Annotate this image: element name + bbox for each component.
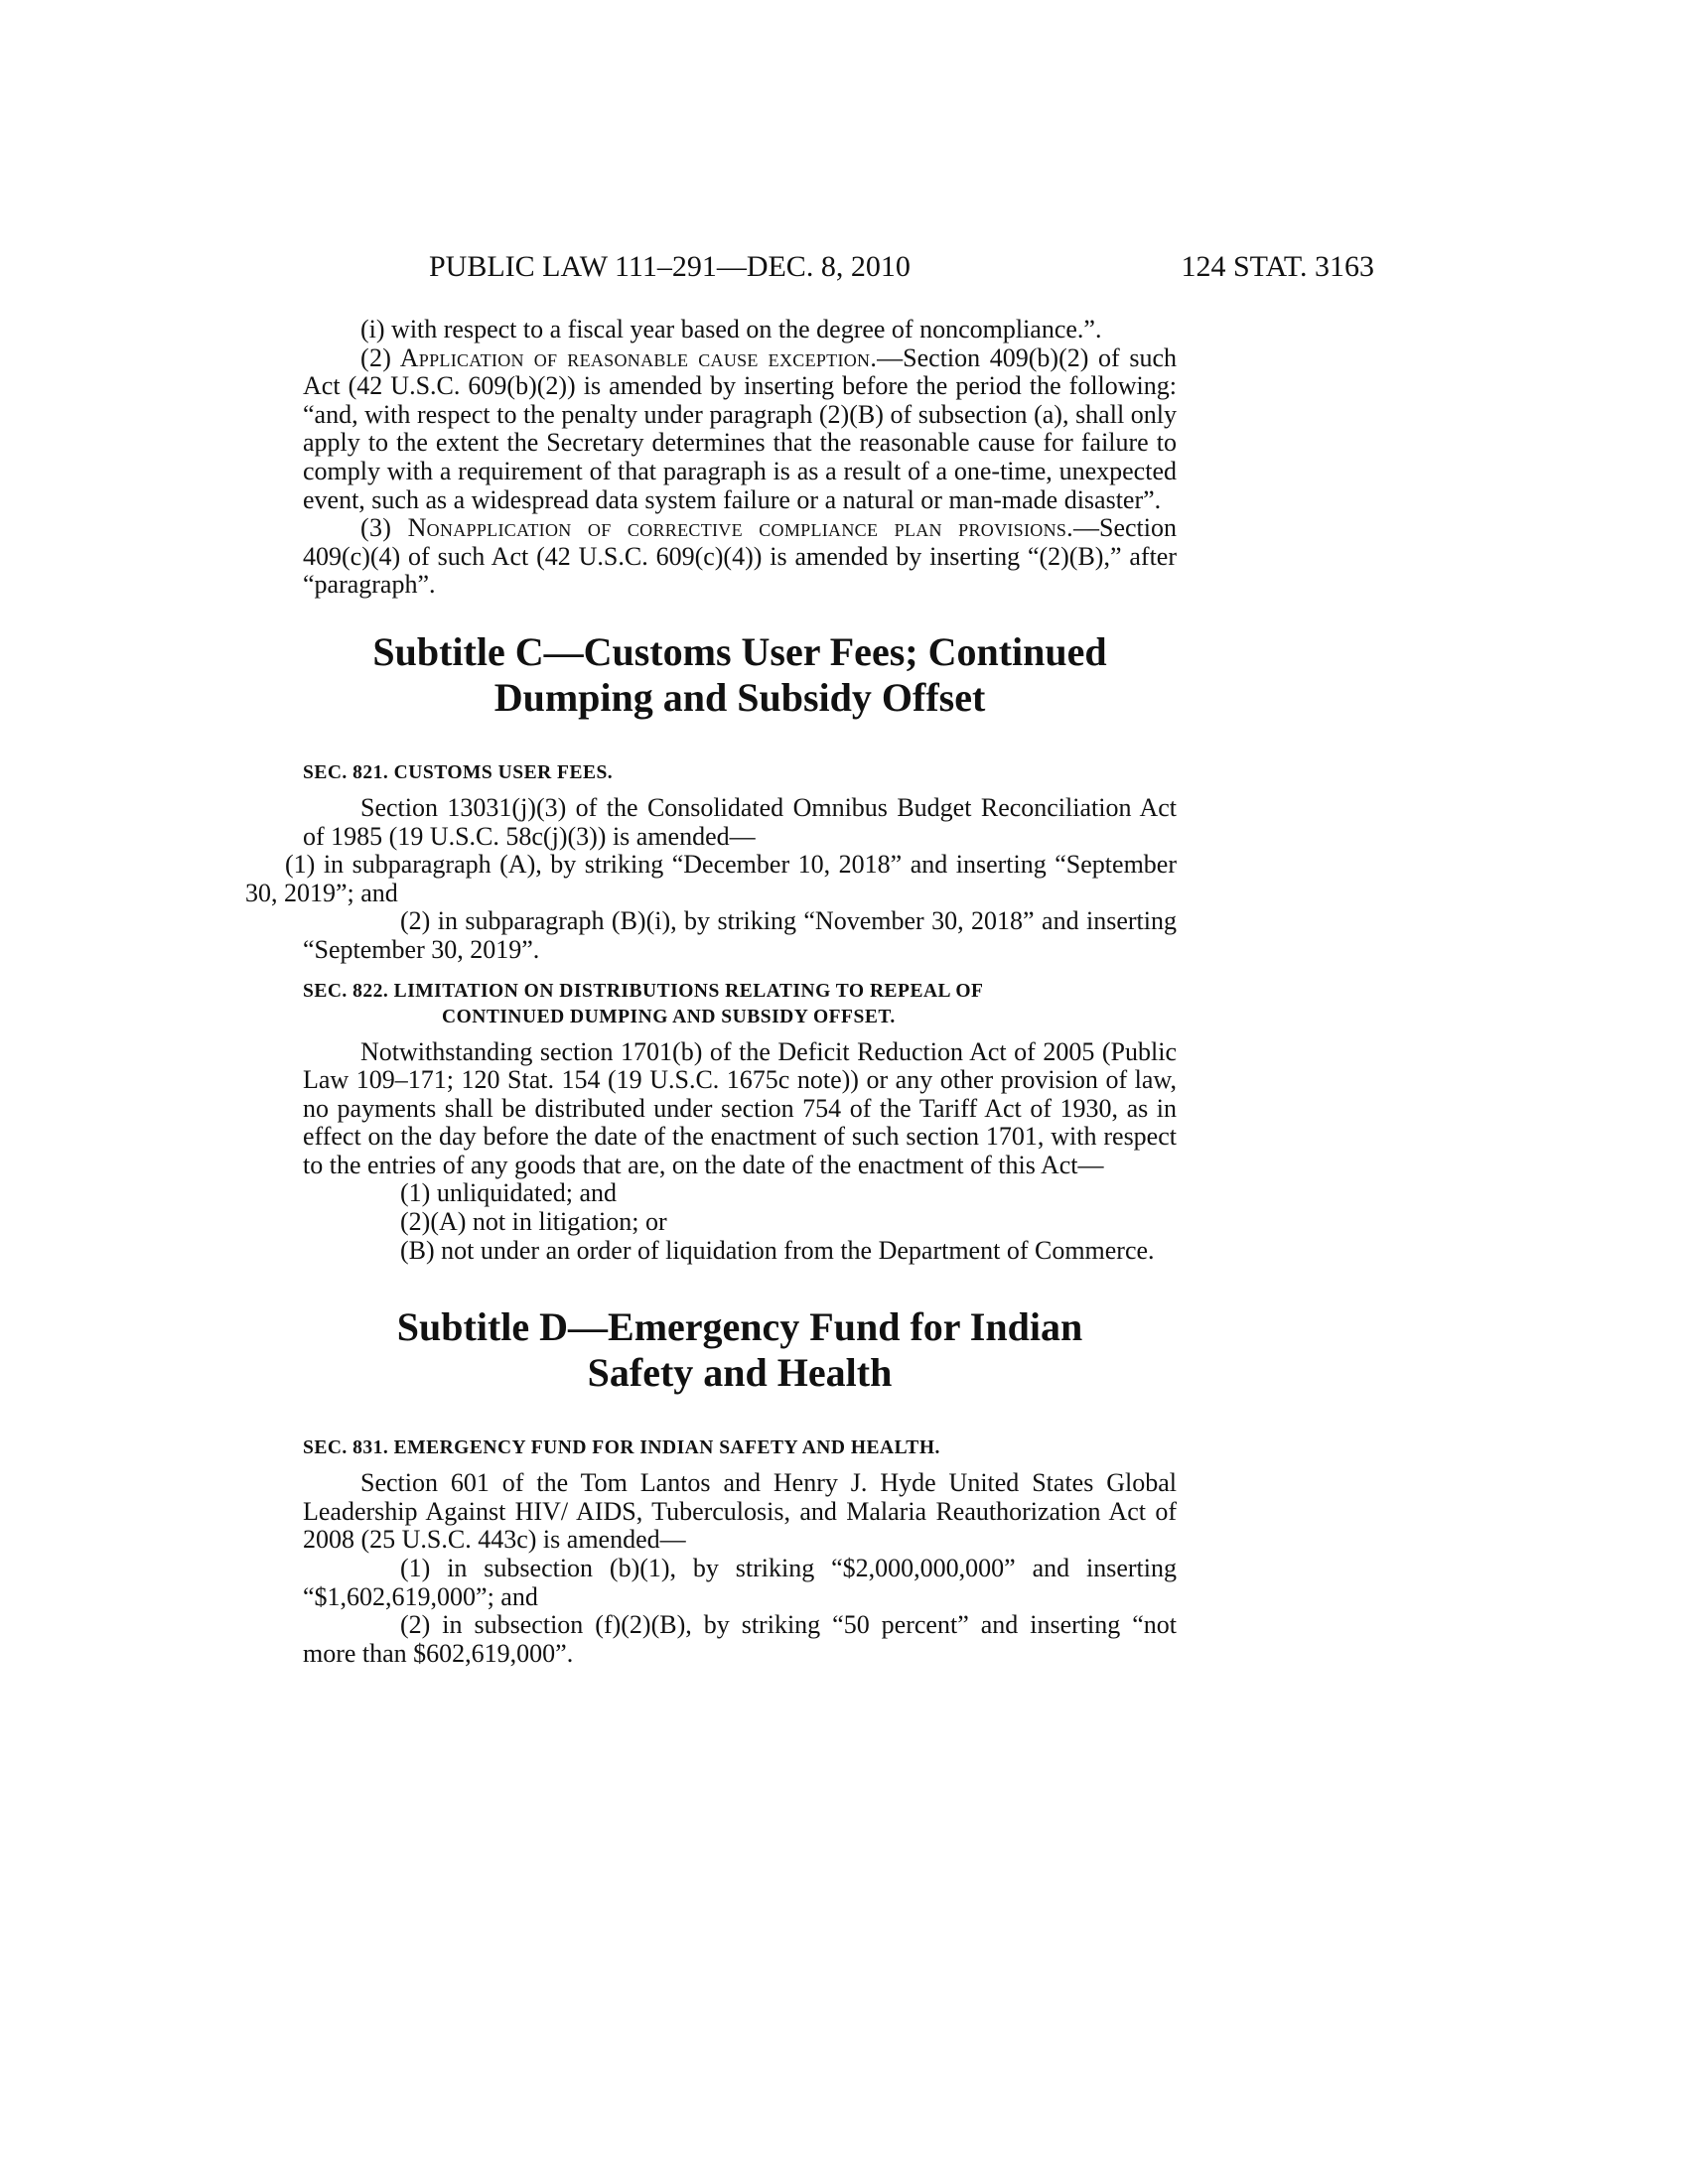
sec-822-item3: (B) not under an order of liquidation from the Department of Commerce. (400, 1235, 1155, 1265)
paragraph-2 (303, 344, 1177, 515)
subtitle-c-line1: Subtitle C—Customs User Fees; Continued (372, 628, 1107, 674)
sec-821-item1: (1) in subparagraph (A), by striking “December 10, 2018” and inserting “September 30, 2019”; and (245, 850, 1177, 907)
sec-821-heading: SEC. 821. CUSTOMS USER FEES. (303, 761, 614, 783)
subtitle-c (303, 629, 1177, 721)
sec-822-heading-line1: SEC. 822. LIMITATION ON DISTRIBUTIONS RELATING TO REPEAL OF (303, 980, 984, 1002)
sec-821-intro: Section 13031(j)(3) of the Consolidated Omnibus Budget Reconciliation Act of 1985 (19 U.S.C. 58c(j)(3)) is amended— (303, 792, 1177, 851)
page-header (0, 250, 1688, 290)
paragraph-2-text: —Section 409(b)(2) of such Act (42 U.S.C. 609(b)(2)) is amended by inserting before the period the following: “and, with respect to the penalty under paragraph (2)(B) of subsection (a), shall only apply to the extent the Secretary determines that the reasonable cause for failure to comply with a requirement of that paragraph is as a result of a one-time, unexpected event, such as a widespread data system failure or a natural or man-made disaster”. (303, 342, 1177, 514)
subtitle-d-line2: Safety and Health (587, 1350, 893, 1396)
subtitle-c-line2: Dumping and Subsidy Offset (493, 674, 986, 720)
page-body (245, 315, 1177, 1668)
sec-822-heading (303, 979, 1177, 1030)
paragraph-2-heading: (2) Application of reasonable cause exception. (360, 342, 878, 372)
sec-831-heading: SEC. 831. EMERGENCY FUND FOR INDIAN SAFETY AND HEALTH. (303, 1437, 940, 1459)
sec-822-intro: Notwithstanding section 1701(b) of the Deficit Reduction Act of 2005 (Public Law 109–171; 120 Stat. 154 (19 U.S.C. 1675c note)) or any other provision of law, no payments shall be distributed under section 754 of the Tariff Act of 1930, as in effect on the day before the date of the enactment of such section 1701, with respect to the entries of any goods that are, on the date of the enactment of this Act— (303, 1036, 1177, 1179)
paragraph-3 (303, 514, 1177, 600)
running-head: PUBLIC LAW 111–291—DEC. 8, 2010 (429, 250, 911, 283)
sec-831-intro: Section 601 of the Tom Lantos and Henry J. Hyde United States Global Leadership Against HIV/ AIDS, Tuberculosis, and Malaria Reauthorization Act of 2008 (25 U.S.C. 443c) is amended— (303, 1468, 1177, 1555)
sec-831-item1: (1) in subsection (b)(1), by striking “$2,000,000,000” and inserting “$1,602,619,000”; and (303, 1554, 1177, 1611)
sec-822-heading-line2: CONTINUED DUMPING AND SUBSIDY OFFSET. (442, 1006, 896, 1027)
sec-831-item2: (2) in subsection (f)(2)(B), by striking “50 percent” and inserting “not more than $602,619,000”. (303, 1610, 1177, 1668)
subtitle-d-line1: Subtitle D—Emergency Fund for Indian (396, 1304, 1083, 1350)
paragraph-3-text: —Section 409(c)(4) of such Act (42 U.S.C. 609(c)(4)) is amended by inserting “(2)(B),” after “paragraph”. (303, 513, 1177, 600)
sec-822-item2: (2)(A) not in litigation; or (400, 1207, 667, 1237)
paragraph-3-heading: (3) Nonapplication of corrective compliance plan provisions. (360, 513, 1073, 543)
sec-822-item1: (1) unliquidated; and (400, 1178, 618, 1208)
statute-page-number: 124 STAT. 3163 (1181, 250, 1374, 283)
sec-821-item2: (2) in subparagraph (B)(i), by striking “November 30, 2018” and inserting “September 30, 2019”. (303, 906, 1177, 964)
paragraph-i: (i) with respect to a fiscal year based on the degree of noncompliance.”. (360, 315, 1102, 343)
subtitle-d (303, 1304, 1177, 1396)
